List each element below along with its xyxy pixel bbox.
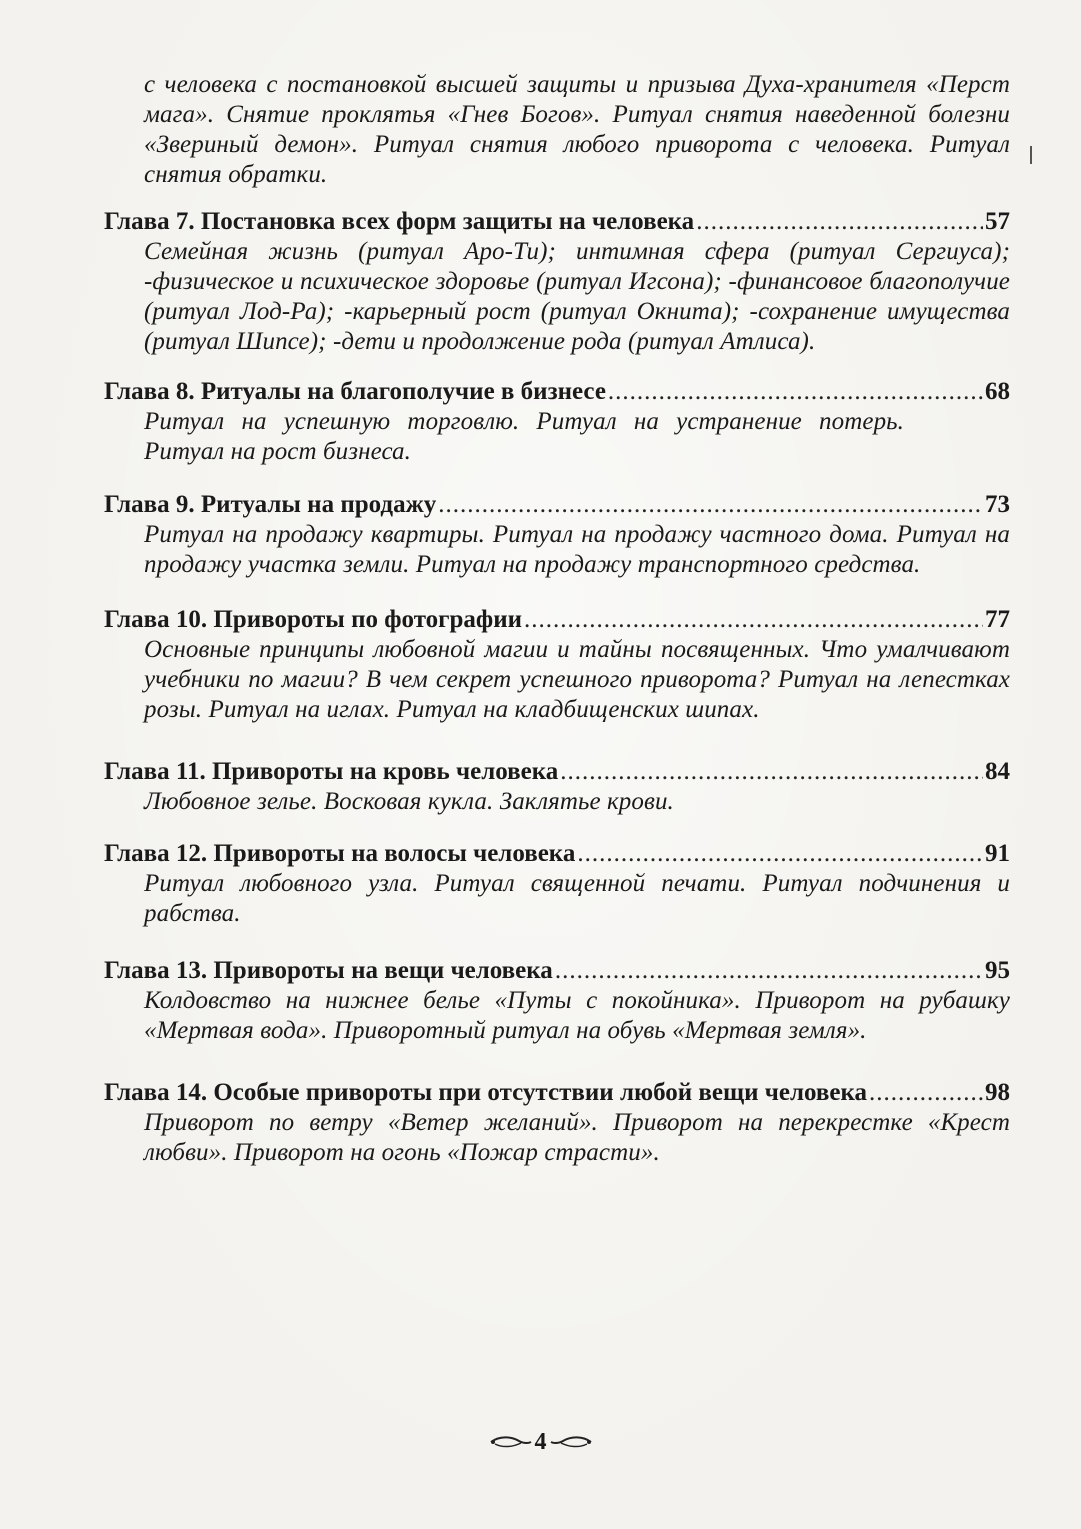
chapter-description: Ритуал на успешную торговлю. Ритуал на устранение потерь. Ритуал на рост бизнеса.: [144, 408, 904, 465]
chapter-page-number: 73: [985, 491, 1010, 518]
chapter-title-row: [104, 757, 1010, 787]
chapter-page-number: 77: [985, 606, 1010, 633]
chapter-page-number: 95: [985, 957, 1010, 984]
chapter-title: Глава 9. Ритуалы на продажу: [104, 491, 437, 518]
chapter-entry-7: [104, 207, 1010, 357]
chapter-entry-11: [104, 757, 1010, 817]
chapter-title: Глава 8. Ритуалы на благополучие в бизнесе: [104, 378, 606, 405]
chapter-entry-12: [104, 839, 1010, 929]
chapter-title: Глава 7. Постановка всех форм защиты на человека: [104, 208, 695, 235]
dot-leader: [869, 1078, 983, 1108]
chapter-title: Глава 14. Особые привороты при отсутствии любой вещи человека: [104, 1079, 867, 1106]
chapter-description: Семейная жизнь (ритуал Аро-Ти); интимная сфера (ритуал Сергиуса); -физическое и психическое здоровье (ритуал Игсона); -финансовое благополучие (ритуал Лод-Ра); -карьерный рост (ритуал Окнита); -сохранение имущества (ритуал Шипсе); -дети и продолжение рода (ритуал Атлиса).: [144, 238, 1010, 355]
chapter-title-row: [104, 1078, 1010, 1108]
dot-leader: [555, 956, 983, 986]
chapter-title-row: [104, 605, 1010, 635]
chapter-entry-8: [104, 377, 1010, 467]
dot-leader: [577, 839, 983, 869]
chapter-page-number: 84: [985, 758, 1010, 785]
chapter-title-row: [104, 377, 1010, 407]
chapter-page-number: 98: [985, 1079, 1010, 1106]
chapter-title-row: [104, 490, 1010, 520]
chapter-entry-13: [104, 956, 1010, 1046]
chapter-description: Приворот по ветру «Ветер желаний». Приворот на перекрестке «Крест любви». Приворот на огонь «Пожар страсти».: [144, 1109, 1010, 1166]
chapter-title: Глава 13. Привороты на вещи человека: [104, 957, 553, 984]
chapter-page-number: 57: [985, 208, 1010, 235]
intro-description: с человека с постановкой высшей защиты и призыва Духа-хранителя «Перст мага». Снятие проклятья «Гнев Богов». Ритуал снятия наведенной болезни «Звериный демон». Ритуал снятия любого приворота с человека. Ритуал снятия обратки.: [144, 71, 1010, 188]
dot-leader: [608, 377, 983, 407]
left-ornament-icon: [489, 1435, 533, 1449]
chapter-title: Глава 12. Привороты на волосы человека: [104, 840, 576, 867]
page-footer: [0, 1428, 1081, 1456]
dot-leader: [438, 490, 983, 520]
chapter-entry-14: [104, 1078, 1010, 1168]
table-of-contents: [104, 70, 1010, 1168]
chapter-title-row: [104, 839, 1010, 869]
chapter-entry-9: [104, 490, 1010, 580]
chapter-description: Колдовство на нижнее белье «Путы с покойника». Приворот на рубашку «Мертвая вода». Приворотный ритуал на обувь «Мертвая земля».: [144, 987, 1010, 1044]
chapter-entry-10: [104, 605, 1010, 725]
page-number: 4: [534, 1428, 547, 1455]
chapter-title-row: [104, 207, 1010, 237]
chapter-description: Ритуал любовного узла. Ритуал священной печати. Ритуал подчинения и рабства.: [144, 870, 1010, 927]
chapter-description: Основные принципы любовной магии и тайны посвященных. Что умалчивают учебники по магии? В чем секрет успешного приворота? Ритуал на лепестках розы. Ритуал на иглах. Ритуал на кладбищенских шипах.: [144, 636, 1010, 723]
dot-leader: [524, 605, 983, 635]
right-ornament-icon: [549, 1435, 593, 1449]
chapter-title: Глава 10. Привороты по фотографии: [104, 606, 523, 633]
chapter-page-number: 91: [985, 840, 1010, 867]
chapter-title: Глава 11. Привороты на кровь человека: [104, 758, 559, 785]
dot-leader: [696, 207, 983, 237]
chapter-description: Любовное зелье. Восковая кукла. Заклятье крови.: [144, 788, 674, 815]
margin-mark: [1030, 146, 1032, 164]
dot-leader: [560, 757, 983, 787]
chapter-title-row: [104, 956, 1010, 986]
chapter-page-number: 68: [985, 378, 1010, 405]
chapter-description: Ритуал на продажу квартиры. Ритуал на продажу частного дома. Ритуал на продажу участка земли. Ритуал на продажу транспортного средства.: [144, 521, 1010, 578]
